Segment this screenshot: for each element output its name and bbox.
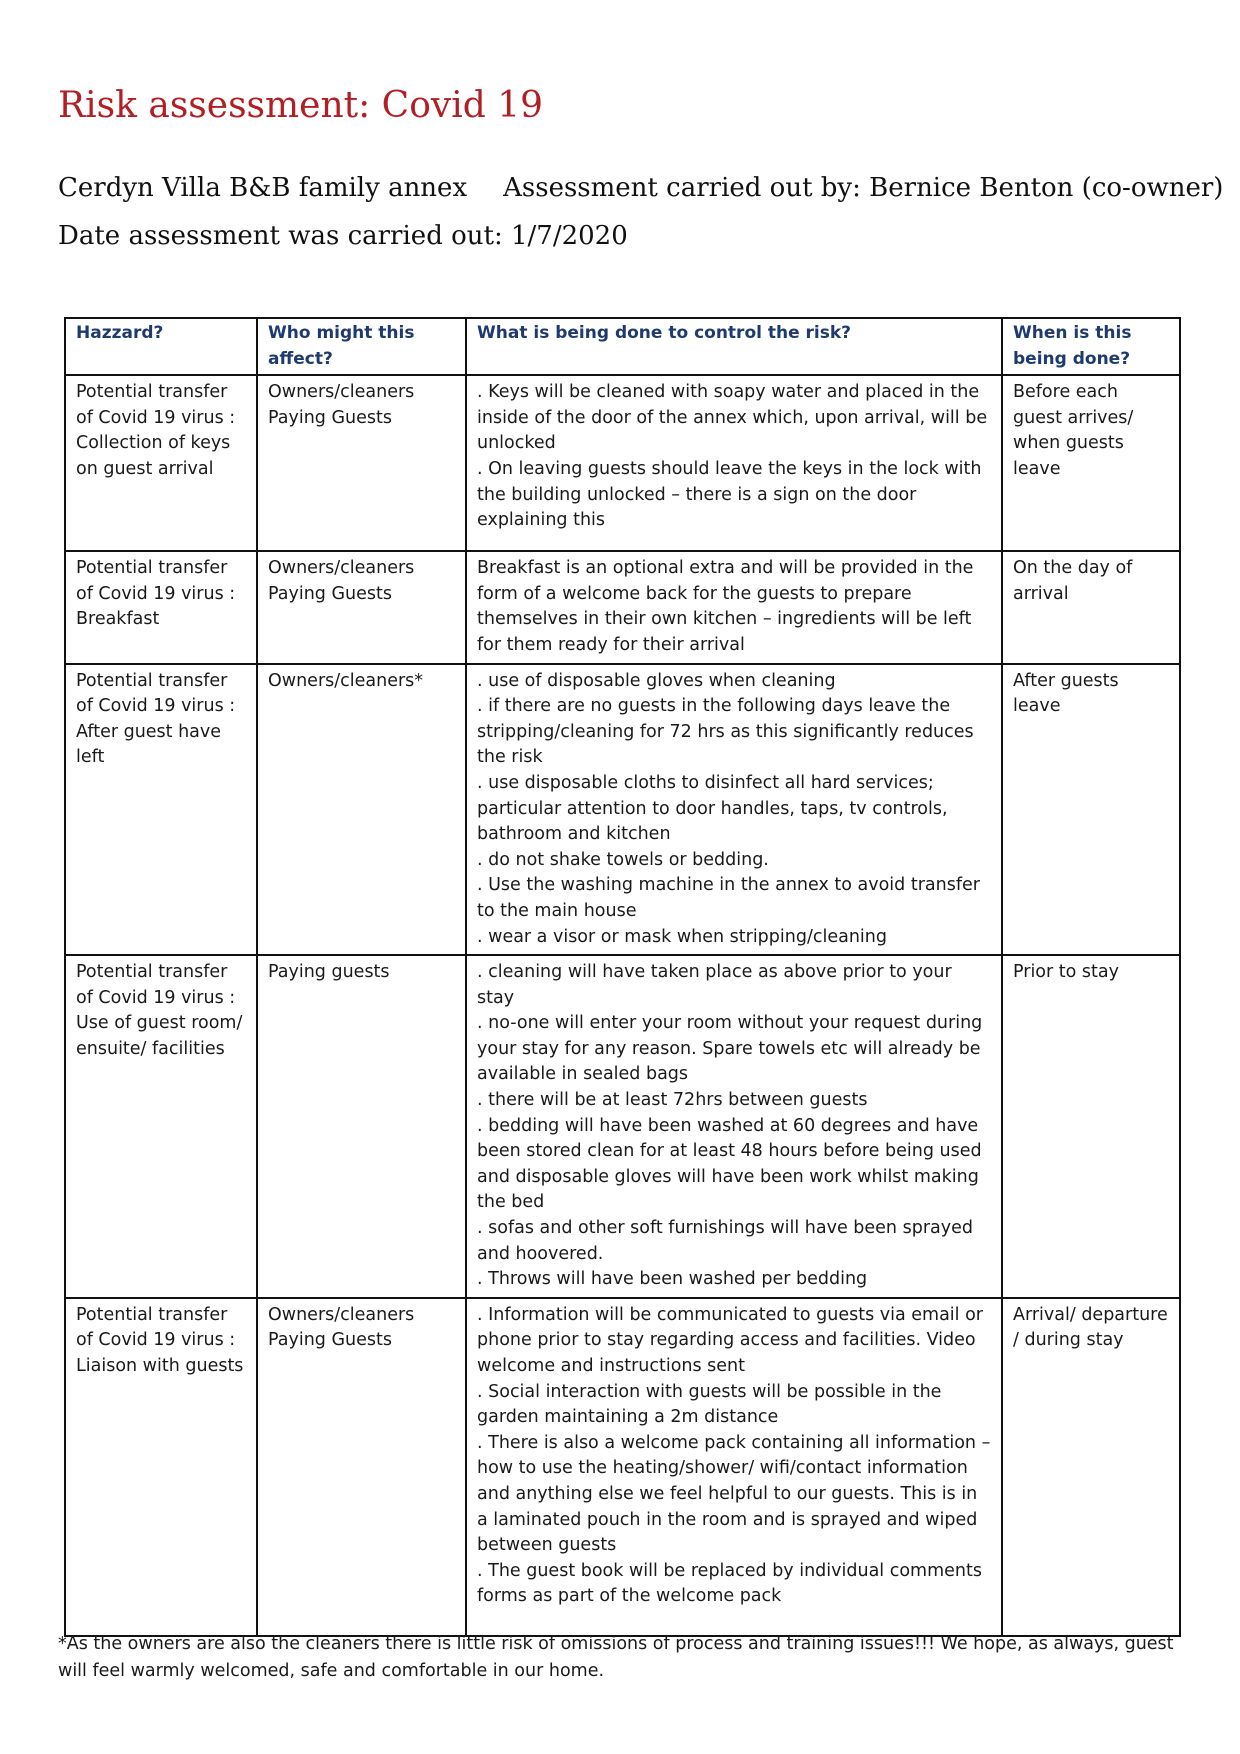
- control-cell: Breakfast is an optional extra and will be provided in the form of a welcome back for the guests to prepare themselves in their own kitchen – ingredients will be left for them ready for their arrival: [466, 551, 1002, 663]
- hazard-cell: Potential transfer of Covid 19 virus : Breakfast: [65, 551, 257, 663]
- who-cell: Paying guests: [257, 955, 466, 1298]
- document-title: Risk assessment: Covid 19: [58, 85, 544, 126]
- who-cell: Owners/cleaners Paying Guests: [257, 1298, 466, 1636]
- hazard-cell: Potential transfer of Covid 19 virus : After guest have left: [65, 664, 257, 956]
- control-cell: . Information will be communicated to guests via email or phone prior to stay regarding access and facilities. Video welcome and instructions sent . Social interaction with guests will be possible in the garden maintaining a 2m distance . There is also a welcome pack containing all information – how to use the heating/shower/ wifi/contact information and anything else we feel helpful to our guests. This is in a laminated pouch in the room and is sprayed and wiped between guests . The guest book will be replaced by individual comments forms as part of the welcome pack: [466, 1298, 1002, 1636]
- when-cell: On the day of arrival: [1002, 551, 1180, 663]
- header-who: Who might this affect?: [257, 318, 466, 375]
- header-control: What is being done to control the risk?: [466, 318, 1002, 375]
- when-cell: Arrival/ departure / during stay: [1002, 1298, 1180, 1636]
- table-row: [65, 664, 1180, 956]
- who-cell: Owners/cleaners*: [257, 664, 466, 956]
- assessment-date: Date assessment was carried out: 1/7/2020: [58, 221, 628, 251]
- table-row: [65, 955, 1180, 1298]
- who-cell: Owners/cleaners Paying Guests: [257, 551, 466, 663]
- when-cell: Before each guest arrives/ when guests leave: [1002, 375, 1180, 551]
- when-cell: Prior to stay: [1002, 955, 1180, 1298]
- footnote: *As the owners are also the cleaners there is little risk of omissions of process and training issues!!! We hope, as always, guest will feel warmly welcomed, safe and comfortable in our home.: [58, 1634, 1174, 1681]
- property-name: Cerdyn Villa B&B family annex: [58, 173, 468, 203]
- when-cell: After guests leave: [1002, 664, 1180, 956]
- hazard-cell: Potential transfer of Covid 19 virus : Collection of keys on guest arrival: [65, 375, 257, 551]
- table-header-row: [65, 318, 1180, 375]
- header-when: When is this being done?: [1002, 318, 1180, 375]
- control-cell: . Keys will be cleaned with soapy water and placed in the inside of the door of the annex which, upon arrival, will be unlocked . On leaving guests should leave the keys in the lock with the building unlocked – there is a sign on the door explaining this: [466, 375, 1002, 551]
- hazard-cell: Potential transfer of Covid 19 virus : Liaison with guests: [65, 1298, 257, 1636]
- assessor-name: Assessment carried out by: Bernice Benton (co-owner): [503, 173, 1224, 203]
- control-cell: . use of disposable gloves when cleaning . if there are no guests in the following days leave the stripping/cleaning for 72 hrs as this significantly reduces the risk . use disposable cloths to disinfect all hard services; particular attention to door handles, taps, tv controls, bathroom and kitchen . do not shake towels or bedding. . Use the washing machine in the annex to avoid transfer to the main house . wear a visor or mask when stripping/cleaning: [466, 664, 1002, 956]
- assessment-meta-line: [58, 172, 1223, 204]
- table-row: [65, 551, 1180, 663]
- control-cell: . cleaning will have taken place as above prior to your stay . no-one will enter your room without your request during your stay for any reason. Spare towels etc will already be available in sealed bags . there will be at least 72hrs between guests . bedding will have been washed at 60 degrees and have been stored clean for at least 48 hours before being used and disposable gloves will have been work whilst making the bed . sofas and other soft furnishings will have been sprayed and hoovered. . Throws will have been washed per bedding: [466, 955, 1002, 1298]
- table-row: [65, 375, 1180, 551]
- header-hazard: Hazzard?: [65, 318, 257, 375]
- risk-assessment-table: [64, 317, 1181, 1637]
- hazard-cell: Potential transfer of Covid 19 virus : Use of guest room/ ensuite/ facilities: [65, 955, 257, 1298]
- table-row: [65, 1298, 1180, 1636]
- who-cell: Owners/cleaners Paying Guests: [257, 375, 466, 551]
